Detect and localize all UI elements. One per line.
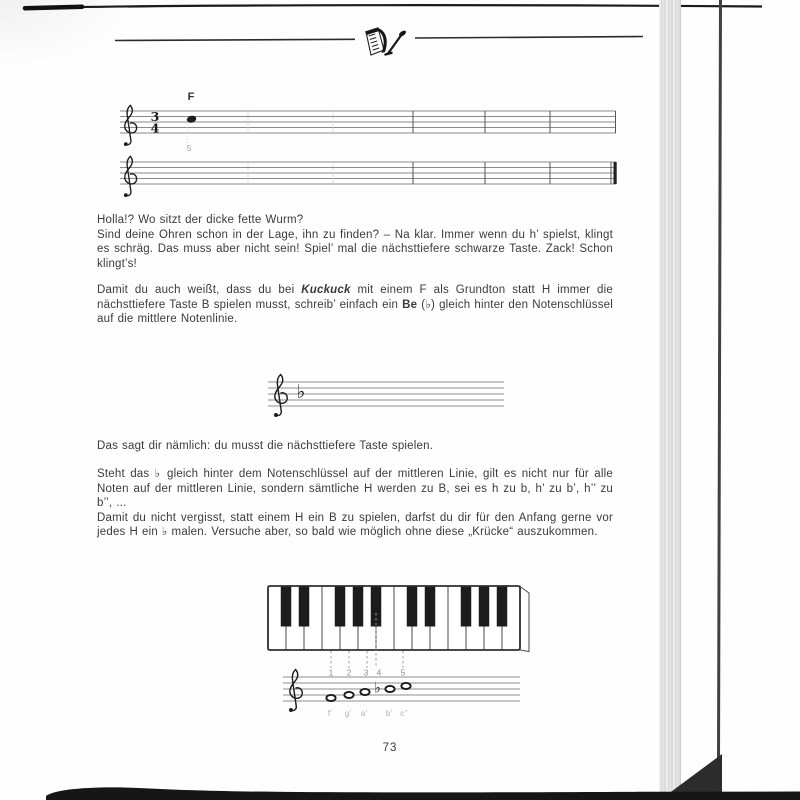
paragraph-1-body: Sind deine Ohren schon in der Lage, ihn zu finden? – Na klar. Immer wenn du h’ spielst, klingt es schräg. Das muss aber nicht sein! Spiel’ mal die nächsttiefere schwarze Taste. Zack! Schon klingt’s!: [97, 228, 613, 270]
paragraph-4-5: [97, 467, 613, 540]
fingering-number: 1: [328, 667, 334, 678]
treble-clef-icon: [274, 375, 287, 417]
paragraph-1: [97, 213, 613, 271]
fingering-number: 3: [363, 667, 369, 678]
paragraph-2-seg: Damit du auch weißt, dass du bei: [97, 284, 302, 296]
staff-lines: [120, 162, 616, 184]
paragraph-5-body: Damit du nicht vergisst, statt einem H ein B zu spielen, darfst du dir für den Anfang gerne vor jedes H ein ♭ malen. Versuche aber, so bald wie möglich ohne diese „Krücke“ auszukommen.: [97, 511, 613, 538]
note-name-labels: [328, 709, 408, 718]
flat-sign: ♭: [374, 680, 381, 697]
keyboard-diagram: [268, 586, 529, 678]
staff-1: [120, 91, 616, 153]
note-name: a’: [360, 709, 368, 718]
fingering-label: 5: [186, 144, 192, 153]
note-name: f’: [327, 709, 333, 718]
page-number: 73: [382, 742, 398, 754]
paragraph-2-seg: (♭) gleich hinter den Notenschlüssel auf die mittlere Notenlinie.: [97, 298, 613, 325]
note-name: g’: [344, 709, 352, 718]
whole-notes: [326, 680, 410, 701]
chord-label: F: [187, 91, 195, 103]
time-signature-numerator: 3: [150, 108, 160, 124]
fingering-number: 5: [400, 667, 406, 678]
staff-lines: [120, 108, 616, 133]
inline-flat-staff: [268, 375, 504, 417]
note-name: b’: [385, 709, 393, 718]
term-be: Be: [402, 298, 418, 311]
fingering-number: 4: [376, 667, 382, 678]
paragraph-3: [97, 439, 613, 454]
paragraph-2-seg: mit einem F als Grundton statt H immer die nächsttiefere Taste B spielen musst, schreib’ einfach ein: [97, 284, 613, 311]
staff-lines: [283, 677, 520, 701]
fingering-number: 2: [346, 667, 352, 678]
paragraph-3-body: Das sagt dir nämlich: du musst die nächsttiefere Taste spielen.: [97, 440, 434, 452]
bottom-shadow-band: [0, 740, 800, 800]
bottom-staff: [283, 667, 520, 719]
treble-clef-icon: [289, 670, 302, 712]
final-barline: [614, 162, 617, 184]
song-title: Kuckuck: [301, 284, 351, 296]
paragraph-2: [97, 283, 613, 327]
fingering-numbers: [329, 668, 406, 678]
paragraph-2-body: [97, 283, 613, 327]
keyboard-perspective-edge: [520, 587, 529, 652]
flat-sign: ♭: [296, 380, 306, 403]
staff-2: [120, 156, 617, 197]
time-signature-denominator: 4: [150, 120, 160, 136]
page-stack-edge: [659, 0, 681, 800]
paragraph-1-line-1: Holla!? Wo sitzt der dicke fette Wurm?: [97, 214, 304, 226]
paragraph-4-body: Steht das ♭ gleich hinter dem Notenschlüssel auf der mittleren Linie, gilt es nicht nur für alle Noten auf der mittleren Linie, sondern sämtliche H werden zu B, sei es h zu b, h’ zu b’, h’’ zu b’’, ...: [97, 468, 613, 509]
note-name: c’’: [400, 709, 408, 718]
